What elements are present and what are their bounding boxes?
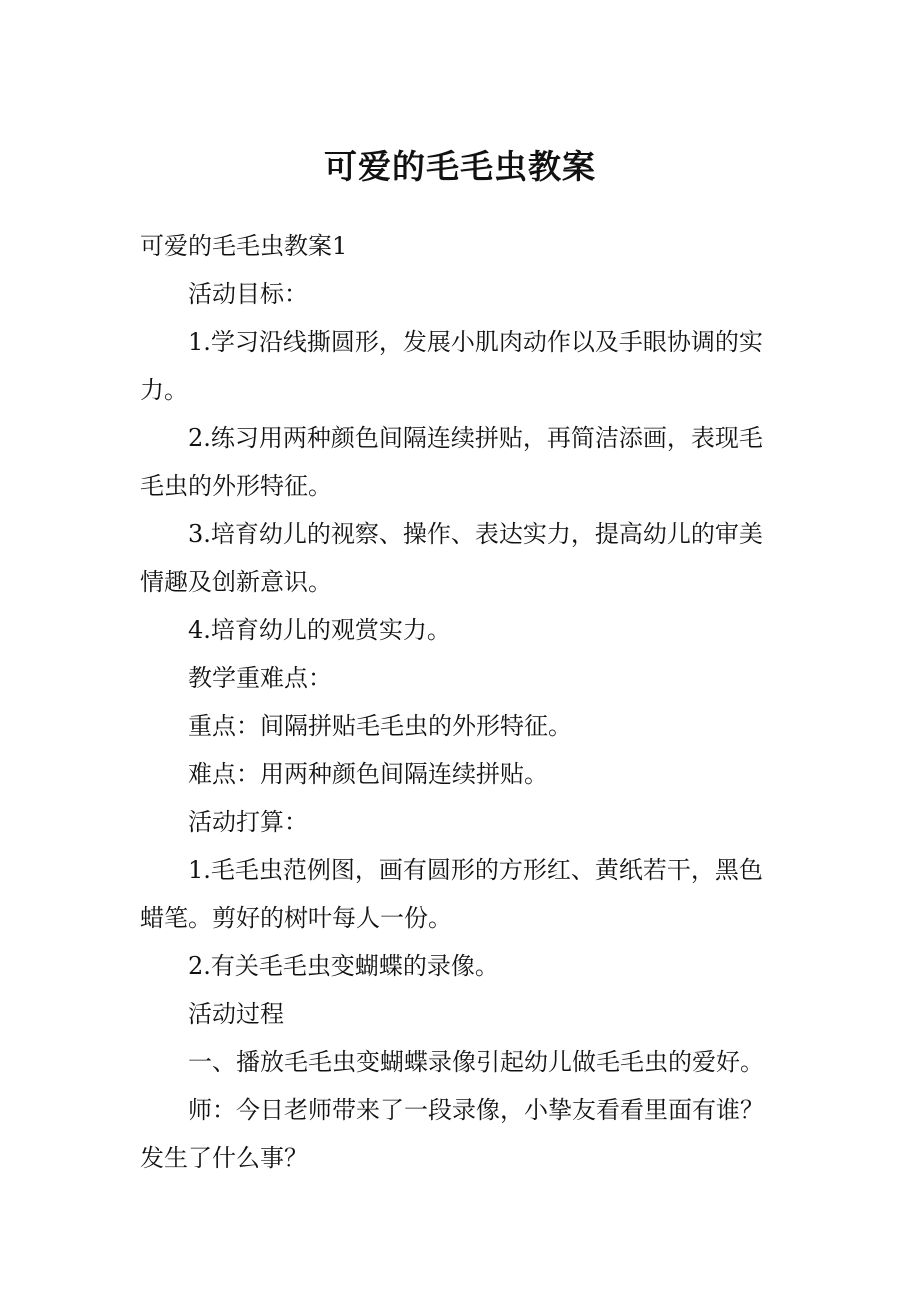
paragraph-line: 力。 xyxy=(140,376,188,404)
paragraph-line: 1.学习沿线撕圆形，发展小肌肉动作以及手眼协调的实 xyxy=(188,328,763,356)
paragraph-line: 毛虫的外形特征。 xyxy=(140,472,332,500)
paragraph-line: 一、播放毛毛虫变蝴蝶录像引起幼儿做毛毛虫的爱好。 xyxy=(188,1048,764,1076)
paragraph-line: 难点：用两种颜色间隔连续拼贴。 xyxy=(188,760,548,788)
paragraph-line: 活动目标： xyxy=(188,280,308,308)
paragraph-line: 4.培育幼儿的观赏实力。 xyxy=(188,616,451,644)
paragraph-line: 发生了什么事？ xyxy=(140,1144,308,1172)
paragraph-line: 蜡笔。剪好的树叶每人一份。 xyxy=(140,904,452,932)
section-heading: 可爱的毛毛虫教案1 xyxy=(140,232,348,260)
paragraph-line: 1.毛毛虫范例图，画有圆形的方形红、黄纸若干，黑色 xyxy=(188,856,763,884)
paragraph-line: 情趣及创新意识。 xyxy=(140,568,332,596)
paragraph-line: 重点：间隔拼贴毛毛虫的外形特征。 xyxy=(188,712,572,740)
paragraph-line: 活动过程 xyxy=(188,1000,284,1028)
paragraph-line: 活动打算： xyxy=(188,808,308,836)
document-title: 可爱的毛毛虫教案 xyxy=(324,147,596,186)
paragraph-line: 3.培育幼儿的视察、操作、表达实力，提高幼儿的审美 xyxy=(188,520,763,548)
paragraph-line: 2.有关毛毛虫变蝴蝶的录像。 xyxy=(188,952,499,980)
paragraph-line: 教学重难点： xyxy=(188,664,332,692)
paragraph-line: 师：今日老师带来了一段录像，小挚友看看里面有谁？ xyxy=(188,1096,764,1124)
paragraph-line: 2.练习用两种颜色间隔连续拼贴，再简洁添画，表现毛 xyxy=(188,424,763,452)
